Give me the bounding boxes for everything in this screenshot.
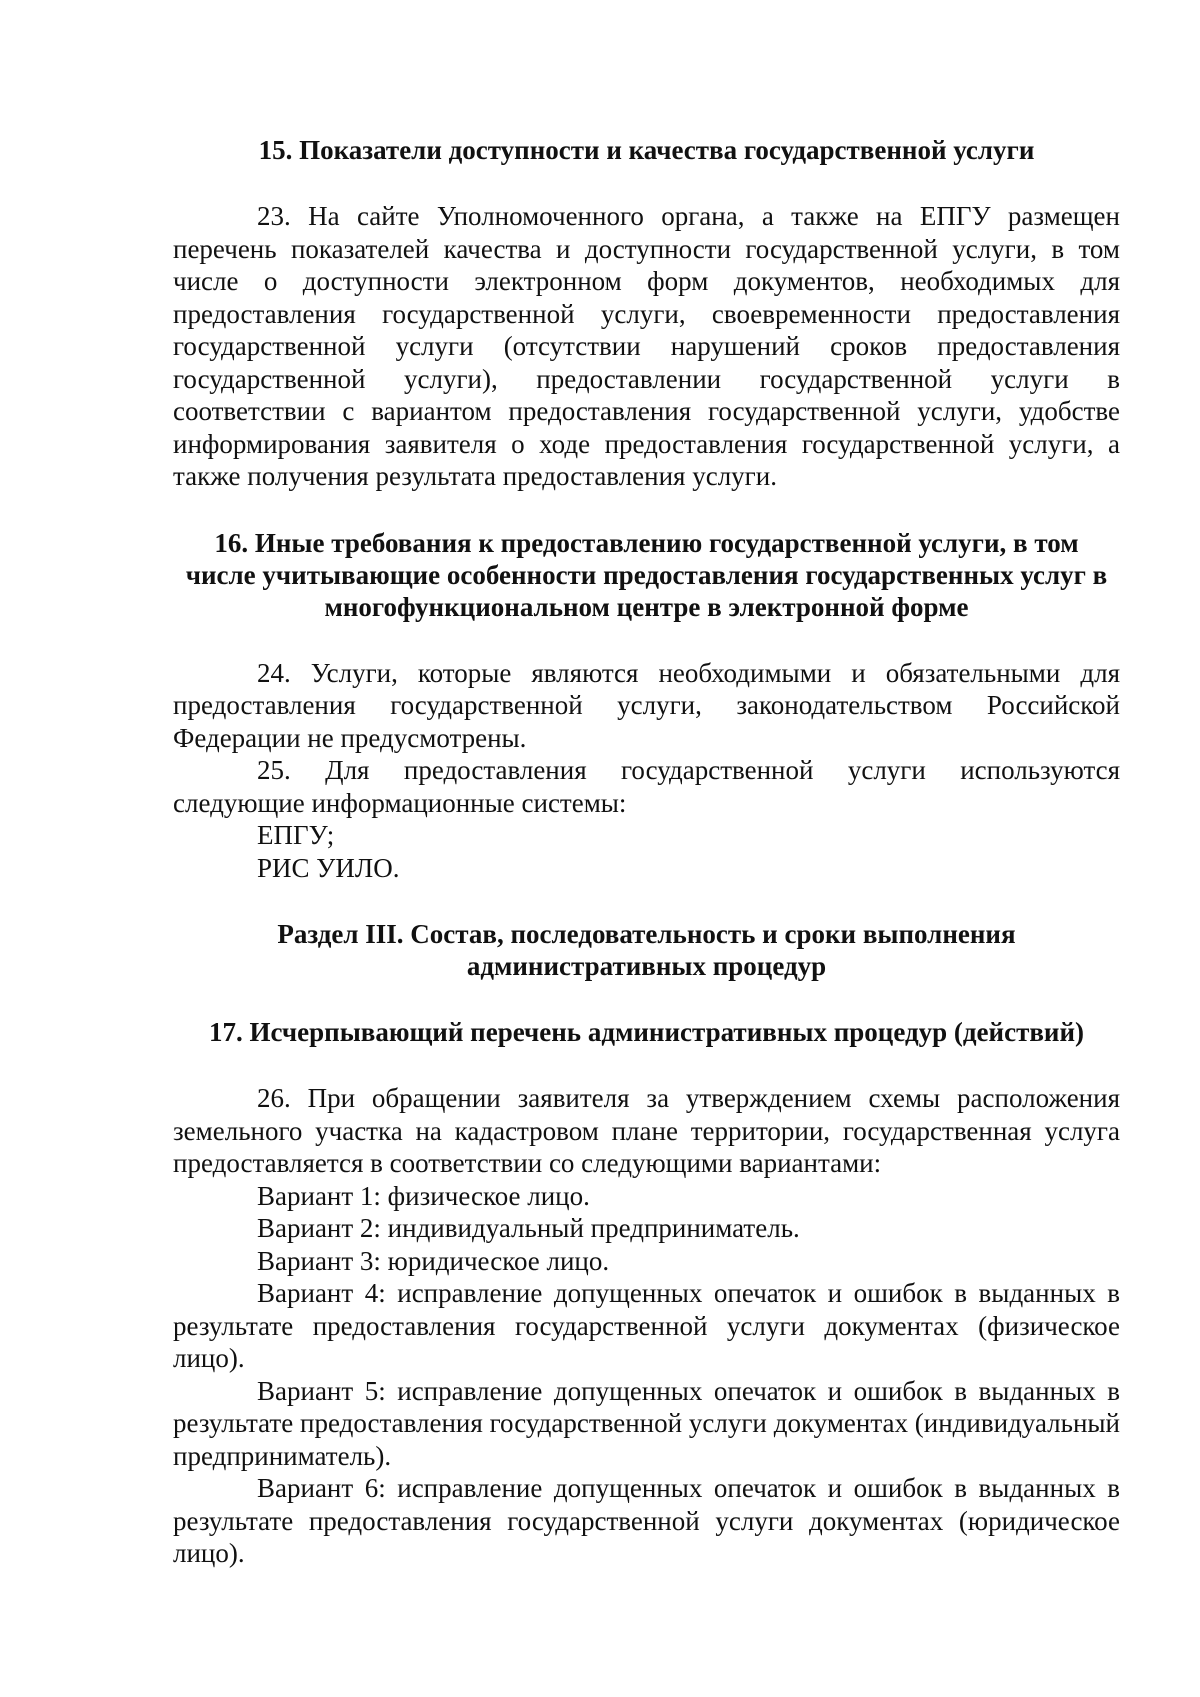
section-17-heading: 17. Исчерпывающий перечень административных процедур (действий) (208, 1017, 1085, 1047)
variant-3: Вариант 3: юридическое лицо. (257, 1245, 610, 1276)
paragraph-26: 26. При обращении заявителя за утверждением схемы расположения земельного участка на кадастровом плане территории, государственная услуга предоставляется в соответствии со следующими вариантами: (173, 1083, 1120, 1178)
section-3-heading-line-2: административных процедур (466, 951, 827, 981)
document-page (173, 134, 1120, 1570)
variant-6: Вариант 6: исправление допущенных опечаток и ошибок в выданных в результате предоставления государственной услуги документах (юридическое лицо). (173, 1473, 1120, 1568)
variant-5: Вариант 5: исправление допущенных опечаток и ошибок в выданных в результате предоставления государственной услуги документах (индивидуальный предприниматель). (173, 1375, 1120, 1471)
section-3-heading-line-1: Раздел III. Состав, последовательность и сроки выполнения (277, 919, 1016, 949)
paragraph-25: 25. Для предоставления государственной услуги используются следующие информационные системы: (173, 755, 1120, 818)
section-16-heading: 16. Иные требования к предоставлению государственной услуги, в том числе учитывающие особенности предоставления государственных услуг в многофункциональном центре в электронной форме (185, 527, 1108, 622)
system-item-epgu: ЕПГУ; (257, 820, 335, 850)
variant-4: Вариант 4: исправление допущенных опечаток и ошибок в выданных в результате предоставления государственной услуги документах (физическое лицо). (173, 1278, 1120, 1373)
paragraph-23: 23. На сайте Уполномоченного органа, а также на ЕПГУ размещен перечень показателей качества и доступности государственной услуги, в том числе о доступности электронном форм документов, необходимых для предоставления государственной услуги, своевременности предоставления государственной услуги (отсутствии нарушений сроков предоставления государственной услуги), предоставлении государственной услуги в соответствии с вариантом предоставления государственной услуги, удобстве информирования заявителя о ходе предоставления государственной услуги, а также получения результата предоставления услуги. (173, 201, 1120, 491)
system-item-ris-uilo: РИС УИЛО. (257, 852, 400, 883)
section-15-heading: 15. Показатели доступности и качества государственной услуги (258, 135, 1035, 165)
variant-2: Вариант 2: индивидуальный предприниматель. (257, 1213, 800, 1243)
variant-1: Вариант 1: физическое лицо. (257, 1180, 590, 1211)
paragraph-24: 24. Услуги, которые являются необходимыми и обязательными для предоставления государственной услуги, законодательством Российской Федерации не предусмотрены. (173, 657, 1120, 753)
